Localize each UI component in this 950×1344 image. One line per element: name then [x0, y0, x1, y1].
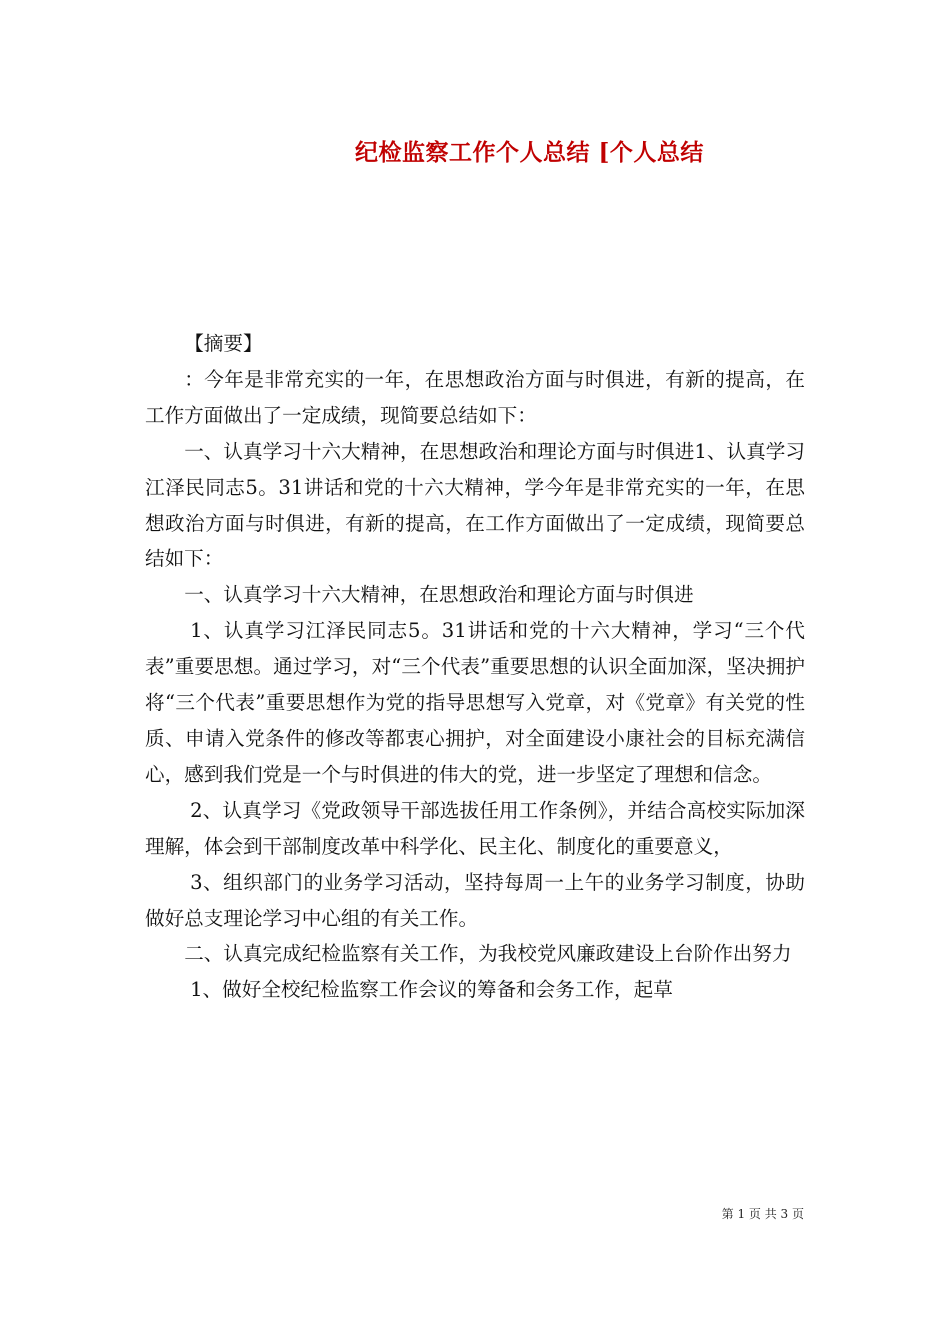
paragraph: ：今年是非常充实的一年，在思想政治方面与时俱进，有新的提高，在工作方面做出了一定成绩，现简要总结如下：	[145, 367, 805, 427]
paragraph: 1、认真学习江泽民同志5。31讲话和党的十六大精神，学习“三个代表”重要思想。通过学习，对“三个代表”重要思想的认识全面加深，坚决拥护将“三个代表”重要思想作为党的指导思想写入党章，对《党章》有关党的性质、申请入党条件的修改等都衷心拥护，对全面建设小康社会的目标充满信心，感到我们党是一个与时俱进的伟大的党，进一步坚定了理想和信念。	[145, 619, 805, 786]
page-number-footer: 第 1 页 共 3 页	[721, 1207, 804, 1221]
paragraph: 2、认真学习《党政领导干部选拔任用工作条例》，并结合高校实际加深理解，体会到干部制度改革中科学化、民主化、制度化的重要意义，	[145, 798, 805, 858]
document-body	[145, 326, 805, 1008]
section-heading: 一、认真学习十六大精神，在思想政治和理论方面与时俱进	[184, 583, 694, 607]
section-heading: 二、认真完成纪检监察有关工作，为我校党风廉政建设上台阶作出努力	[184, 942, 792, 966]
paragraph: 1、做好全校纪检监察工作会议的筹备和会务工作，起草	[190, 978, 673, 1002]
paragraph: 一、认真学习十六大精神，在思想政治和理论方面与时俱进1、认真学习江泽民同志5。31讲话和党的十六大精神，学今年是非常充实的一年，在思想政治方面与时俱进，有新的提高，在工作方面做出了一定成绩，现简要总结如下：	[145, 439, 805, 571]
document-title: 纪检监察工作个人总结 [个人总结	[355, 139, 704, 166]
abstract-label: 【摘要】	[184, 332, 263, 355]
paragraph: 3、组织部门的业务学习活动，坚持每周一上午的业务学习制度，协助做好总支理论学习中心组的有关工作。	[145, 870, 805, 930]
